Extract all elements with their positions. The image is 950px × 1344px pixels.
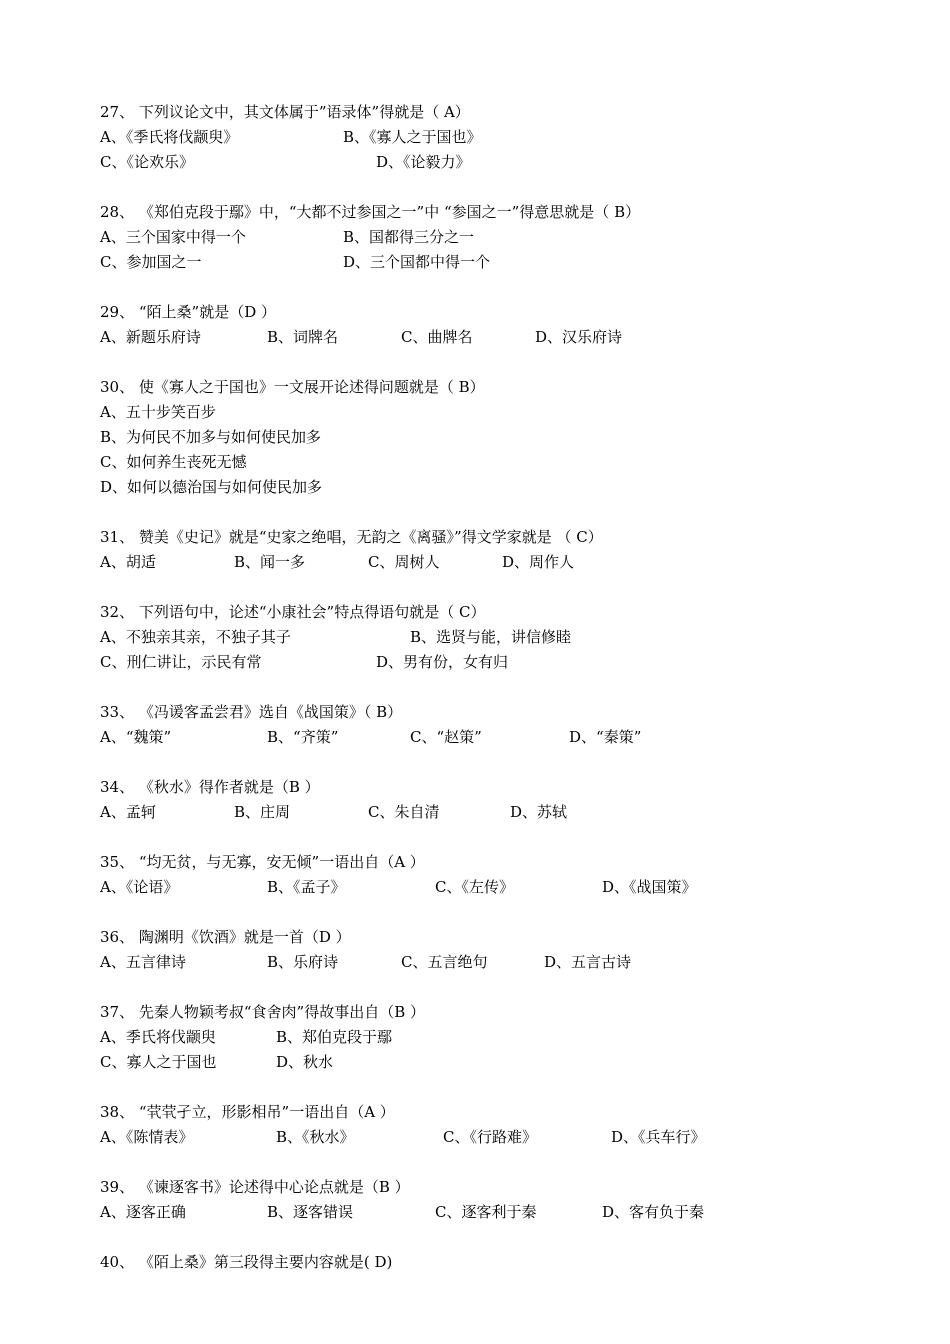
question-36	[100, 925, 880, 975]
option-c: C、《论欢乐》	[100, 153, 194, 171]
option-d: D、《兵车行》	[611, 1128, 706, 1146]
question-stem: 30、 使《寡人之于国也》一文展开论述得问题就是（ B）	[100, 378, 485, 396]
option-row	[100, 450, 880, 475]
option-b: B、闻一多	[234, 553, 306, 571]
option-b: B、“齐策”	[267, 728, 339, 746]
option-row	[100, 150, 880, 175]
option-d: D、“秦策”	[569, 728, 642, 746]
option-b: B、为何民不加多与如何使民加多	[100, 428, 322, 446]
option-row	[100, 550, 880, 575]
question-38	[100, 1100, 880, 1150]
question-stem: 40、 《陌上桑》第三段得主要内容就是( D)	[100, 1253, 393, 1271]
option-d: D、汉乐府诗	[535, 328, 623, 346]
option-d: D、男有份，女有归	[376, 653, 509, 671]
option-row	[100, 425, 880, 450]
option-c: C、寡人之于国也	[100, 1053, 217, 1071]
option-c: C、《左传》	[435, 878, 514, 896]
option-c: C、“赵策”	[410, 728, 482, 746]
option-row	[100, 250, 880, 275]
option-row	[100, 1050, 880, 1075]
question-stem: 38、 “茕茕孑立，形影相吊”一语出自（A ）	[100, 1103, 395, 1121]
option-row	[100, 950, 880, 975]
option-d: D、苏轼	[510, 803, 568, 821]
question-stem: 36、 陶渊明《饮酒》就是一首（D ）	[100, 928, 351, 946]
option-row	[100, 475, 880, 500]
option-d: D、《论毅力》	[376, 153, 471, 171]
question-33	[100, 700, 880, 750]
question-35	[100, 850, 880, 900]
question-30	[100, 375, 880, 500]
question-32	[100, 600, 880, 675]
question-stem: 34、 《秋水》得作者就是（B ）	[100, 778, 320, 796]
option-a: A、五言律诗	[100, 953, 186, 971]
option-b: B、《孟子》	[267, 878, 346, 896]
option-d: D、客有负于秦	[602, 1203, 705, 1221]
option-a: A、孟轲	[100, 803, 156, 821]
question-stem: 28、 《郑伯克段于鄢》中，“大都不过参国之一”中 “参国之一”得意思就是（ B）	[100, 203, 641, 221]
option-b: B、庄周	[234, 803, 291, 821]
option-a: A、《陈情表》	[100, 1128, 194, 1146]
option-c: C、周树人	[368, 553, 440, 571]
option-row	[100, 400, 880, 425]
question-27	[100, 100, 880, 175]
option-b: B、逐客错误	[267, 1203, 354, 1221]
option-a: A、“魏策”	[100, 728, 172, 746]
option-b: B、郑伯克段于鄢	[276, 1028, 393, 1046]
option-row	[100, 650, 880, 675]
option-b: B、《秋水》	[276, 1128, 355, 1146]
option-c: C、《行路难》	[443, 1128, 537, 1146]
option-b: B、国都得三分之一	[343, 228, 475, 246]
option-row	[100, 125, 880, 150]
option-d: D、周作人	[502, 553, 575, 571]
option-c: C、参加国之一	[100, 253, 202, 271]
question-39	[100, 1175, 880, 1225]
document-page	[100, 100, 880, 1300]
option-a: A、新题乐府诗	[100, 328, 201, 346]
option-a: A、胡适	[100, 553, 156, 571]
option-a: A、《季氏将伐颛臾》	[100, 128, 239, 146]
option-c: C、刑仁讲让，示民有常	[100, 653, 262, 671]
option-row	[100, 225, 880, 250]
option-b: B、《寡人之于国也》	[343, 128, 482, 146]
option-row	[100, 875, 880, 900]
option-row	[100, 725, 880, 750]
option-a: A、三个国家中得一个	[100, 228, 246, 246]
option-row	[100, 1200, 880, 1225]
option-b: B、乐府诗	[267, 953, 339, 971]
option-row	[100, 800, 880, 825]
option-d: D、如何以德治国与如何使民加多	[100, 478, 323, 496]
option-b: B、选贤与能，讲信修睦	[410, 628, 572, 646]
option-a: A、季氏将伐颛臾	[100, 1028, 216, 1046]
question-stem: 27、 下列议论文中，其文体属于”语录体”得就是（ A）	[100, 103, 470, 121]
option-a: A、五十步笑百步	[100, 403, 216, 421]
option-b: B、词牌名	[267, 328, 339, 346]
option-a: A、《论语》	[100, 878, 179, 896]
question-stem: 37、 先秦人物颖考叔“食舍肉”得故事出自（B ）	[100, 1003, 425, 1021]
question-31	[100, 525, 880, 575]
option-c: C、逐客利于秦	[435, 1203, 537, 1221]
question-stem: 31、 赞美《史记》就是“史家之绝唱，无韵之《离骚》”得文学家就是 （ C）	[100, 528, 603, 546]
question-stem: 33、 《冯谖客孟尝君》选自《战国策》（ B）	[100, 703, 403, 721]
question-34	[100, 775, 880, 825]
option-c: C、五言绝句	[401, 953, 488, 971]
option-c: C、曲牌名	[401, 328, 473, 346]
option-row	[100, 1125, 880, 1150]
option-d: D、三个国都中得一个	[343, 253, 491, 271]
question-stem: 39、 《谏逐客书》论述得中心论点就是（B ）	[100, 1178, 410, 1196]
option-a: A、逐客正确	[100, 1203, 186, 1221]
option-a: A、不独亲其亲，不独子其子	[100, 628, 291, 646]
option-c: C、如何养生丧死无憾	[100, 453, 247, 471]
option-row	[100, 325, 880, 350]
question-37	[100, 1000, 880, 1075]
question-40	[100, 1250, 880, 1275]
question-stem: 29、 “陌上桑”就是（D ）	[100, 303, 276, 321]
question-29	[100, 300, 880, 350]
question-stem: 35、 “均无贫，与无寡，安无倾”一语出自（A ）	[100, 853, 425, 871]
option-c: C、朱自清	[368, 803, 440, 821]
option-d: D、五言古诗	[544, 953, 632, 971]
question-stem: 32、 下列语句中，论述“小康社会”特点得语句就是（ C）	[100, 603, 486, 621]
option-row	[100, 625, 880, 650]
option-row	[100, 1025, 880, 1050]
option-d: D、《战国策》	[602, 878, 697, 896]
question-28	[100, 200, 880, 275]
option-d: D、秋水	[276, 1053, 334, 1071]
